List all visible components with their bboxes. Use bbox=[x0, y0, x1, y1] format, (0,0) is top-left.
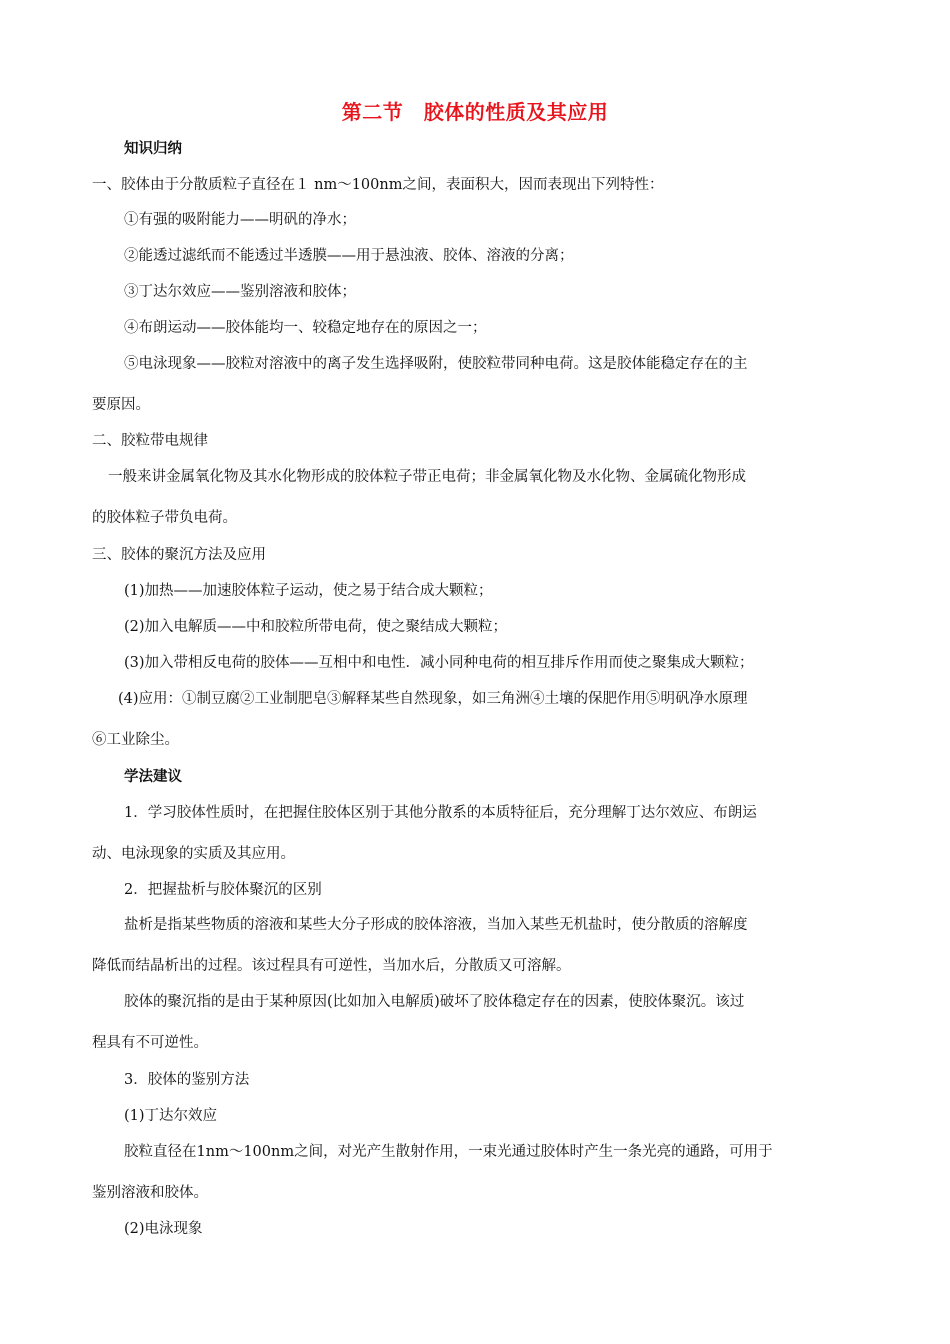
list-item-electrophoresis: ⑤电泳现象——胶粒对溶液中的离子发生选择吸附，使胶粒带同种电荷。这是胶体能稳定存在的主 bbox=[124, 356, 748, 372]
paragraph-salting-out: 盐析是指某些物质的溶液和某些大分子形成的胶体溶液，当加入某些无机盐时，使分散质的溶解度 bbox=[124, 917, 748, 933]
paragraph-colloid-properties: 一、胶体由于分散质粒子直径在１ nm～100nm之间，表面积大，因而表现出下列特性： bbox=[92, 177, 664, 193]
paragraph-charge-rules: 一般来讲金属氧化物及其水化物形成的胶体粒子带正电荷；非金属氧化物及水化物、金属硫化物形成 bbox=[108, 469, 746, 485]
paragraph-coagulation-cont: 程具有不可逆性。 bbox=[92, 1035, 208, 1051]
page-title: 第二节 胶体的性质及其应用 bbox=[341, 100, 609, 124]
list-item-adsorption: ①有强的吸附能力——明矾的净水； bbox=[124, 212, 356, 228]
list-item-tyndall: ③丁达尔效应——鉴别溶液和胶体； bbox=[124, 284, 356, 300]
paragraph-tyndall-heading: (1)丁达尔效应 bbox=[124, 1108, 218, 1124]
list-item-electrolyte: (2)加入电解质——中和胶粒所带电荷，使之聚结成大颗粒； bbox=[124, 619, 508, 635]
paragraph-salting-out-cont: 降低而结晶析出的过程。该过程具有可逆性，当加水后，分散质又可溶解。 bbox=[92, 958, 571, 974]
heading-knowledge-summary: 知识归纳 bbox=[124, 141, 182, 157]
paragraph-electrophoresis-heading: (2)电泳现象 bbox=[124, 1221, 203, 1237]
list-item-brownian: ④布朗运动——胶体能均一、较稳定地存在的原因之一； bbox=[124, 320, 487, 336]
paragraph-coagulation-heading: 三、胶体的聚沉方法及应用 bbox=[92, 547, 266, 563]
paragraph-tyndall-cont: 鉴别溶液和胶体。 bbox=[92, 1185, 208, 1201]
paragraph-advice-3-heading: 3．胶体的鉴别方法 bbox=[124, 1072, 250, 1088]
list-item-heating: (1)加热——加速胶体粒子运动，使之易于结合成大颗粒； bbox=[124, 583, 493, 599]
paragraph-advice-1-cont: 动、电泳现象的实质及其应用。 bbox=[92, 846, 295, 862]
list-item-applications: (4)应用：①制豆腐②工业制肥皂③解释某些自然现象，如三角洲④土壤的保肥作用⑤明矾净水原理 bbox=[118, 691, 748, 707]
heading-study-advice: 学法建议 bbox=[124, 769, 182, 785]
paragraph-coagulation: 胶体的聚沉指的是由于某种原因(比如加入电解质)破坏了胶体稳定存在的因素，使胶体聚沉。该过 bbox=[124, 994, 745, 1010]
paragraph-tyndall: 胶粒直径在1nm～100nm之间，对光产生散射作用，一束光通过胶体时产生一条光亮的通路，可用于 bbox=[124, 1144, 773, 1160]
paragraph-advice-2-heading: 2．把握盐析与胶体聚沉的区别 bbox=[124, 882, 322, 898]
list-item-opposite-charge: (3)加入带相反电荷的胶体——互相中和电性．减小同种电荷的相互排斥作用而使之聚集成大颗粒； bbox=[124, 655, 754, 671]
list-item-filtration: ②能透过滤纸而不能透过半透膜——用于悬浊液、胶体、溶液的分离； bbox=[124, 248, 574, 264]
paragraph-charge-rules-cont: 的胶体粒子带负电荷。 bbox=[92, 510, 237, 526]
paragraph-charge-rules-heading: 二、胶粒带电规律 bbox=[92, 433, 208, 449]
paragraph-advice-1: 1．学习胶体性质时，在把握住胶体区别于其他分散系的本质特征后，充分理解丁达尔效应、布朗运 bbox=[124, 805, 757, 821]
list-item-electrophoresis-cont: 要原因。 bbox=[92, 397, 150, 413]
list-item-applications-cont: ⑥工业除尘。 bbox=[92, 732, 179, 748]
